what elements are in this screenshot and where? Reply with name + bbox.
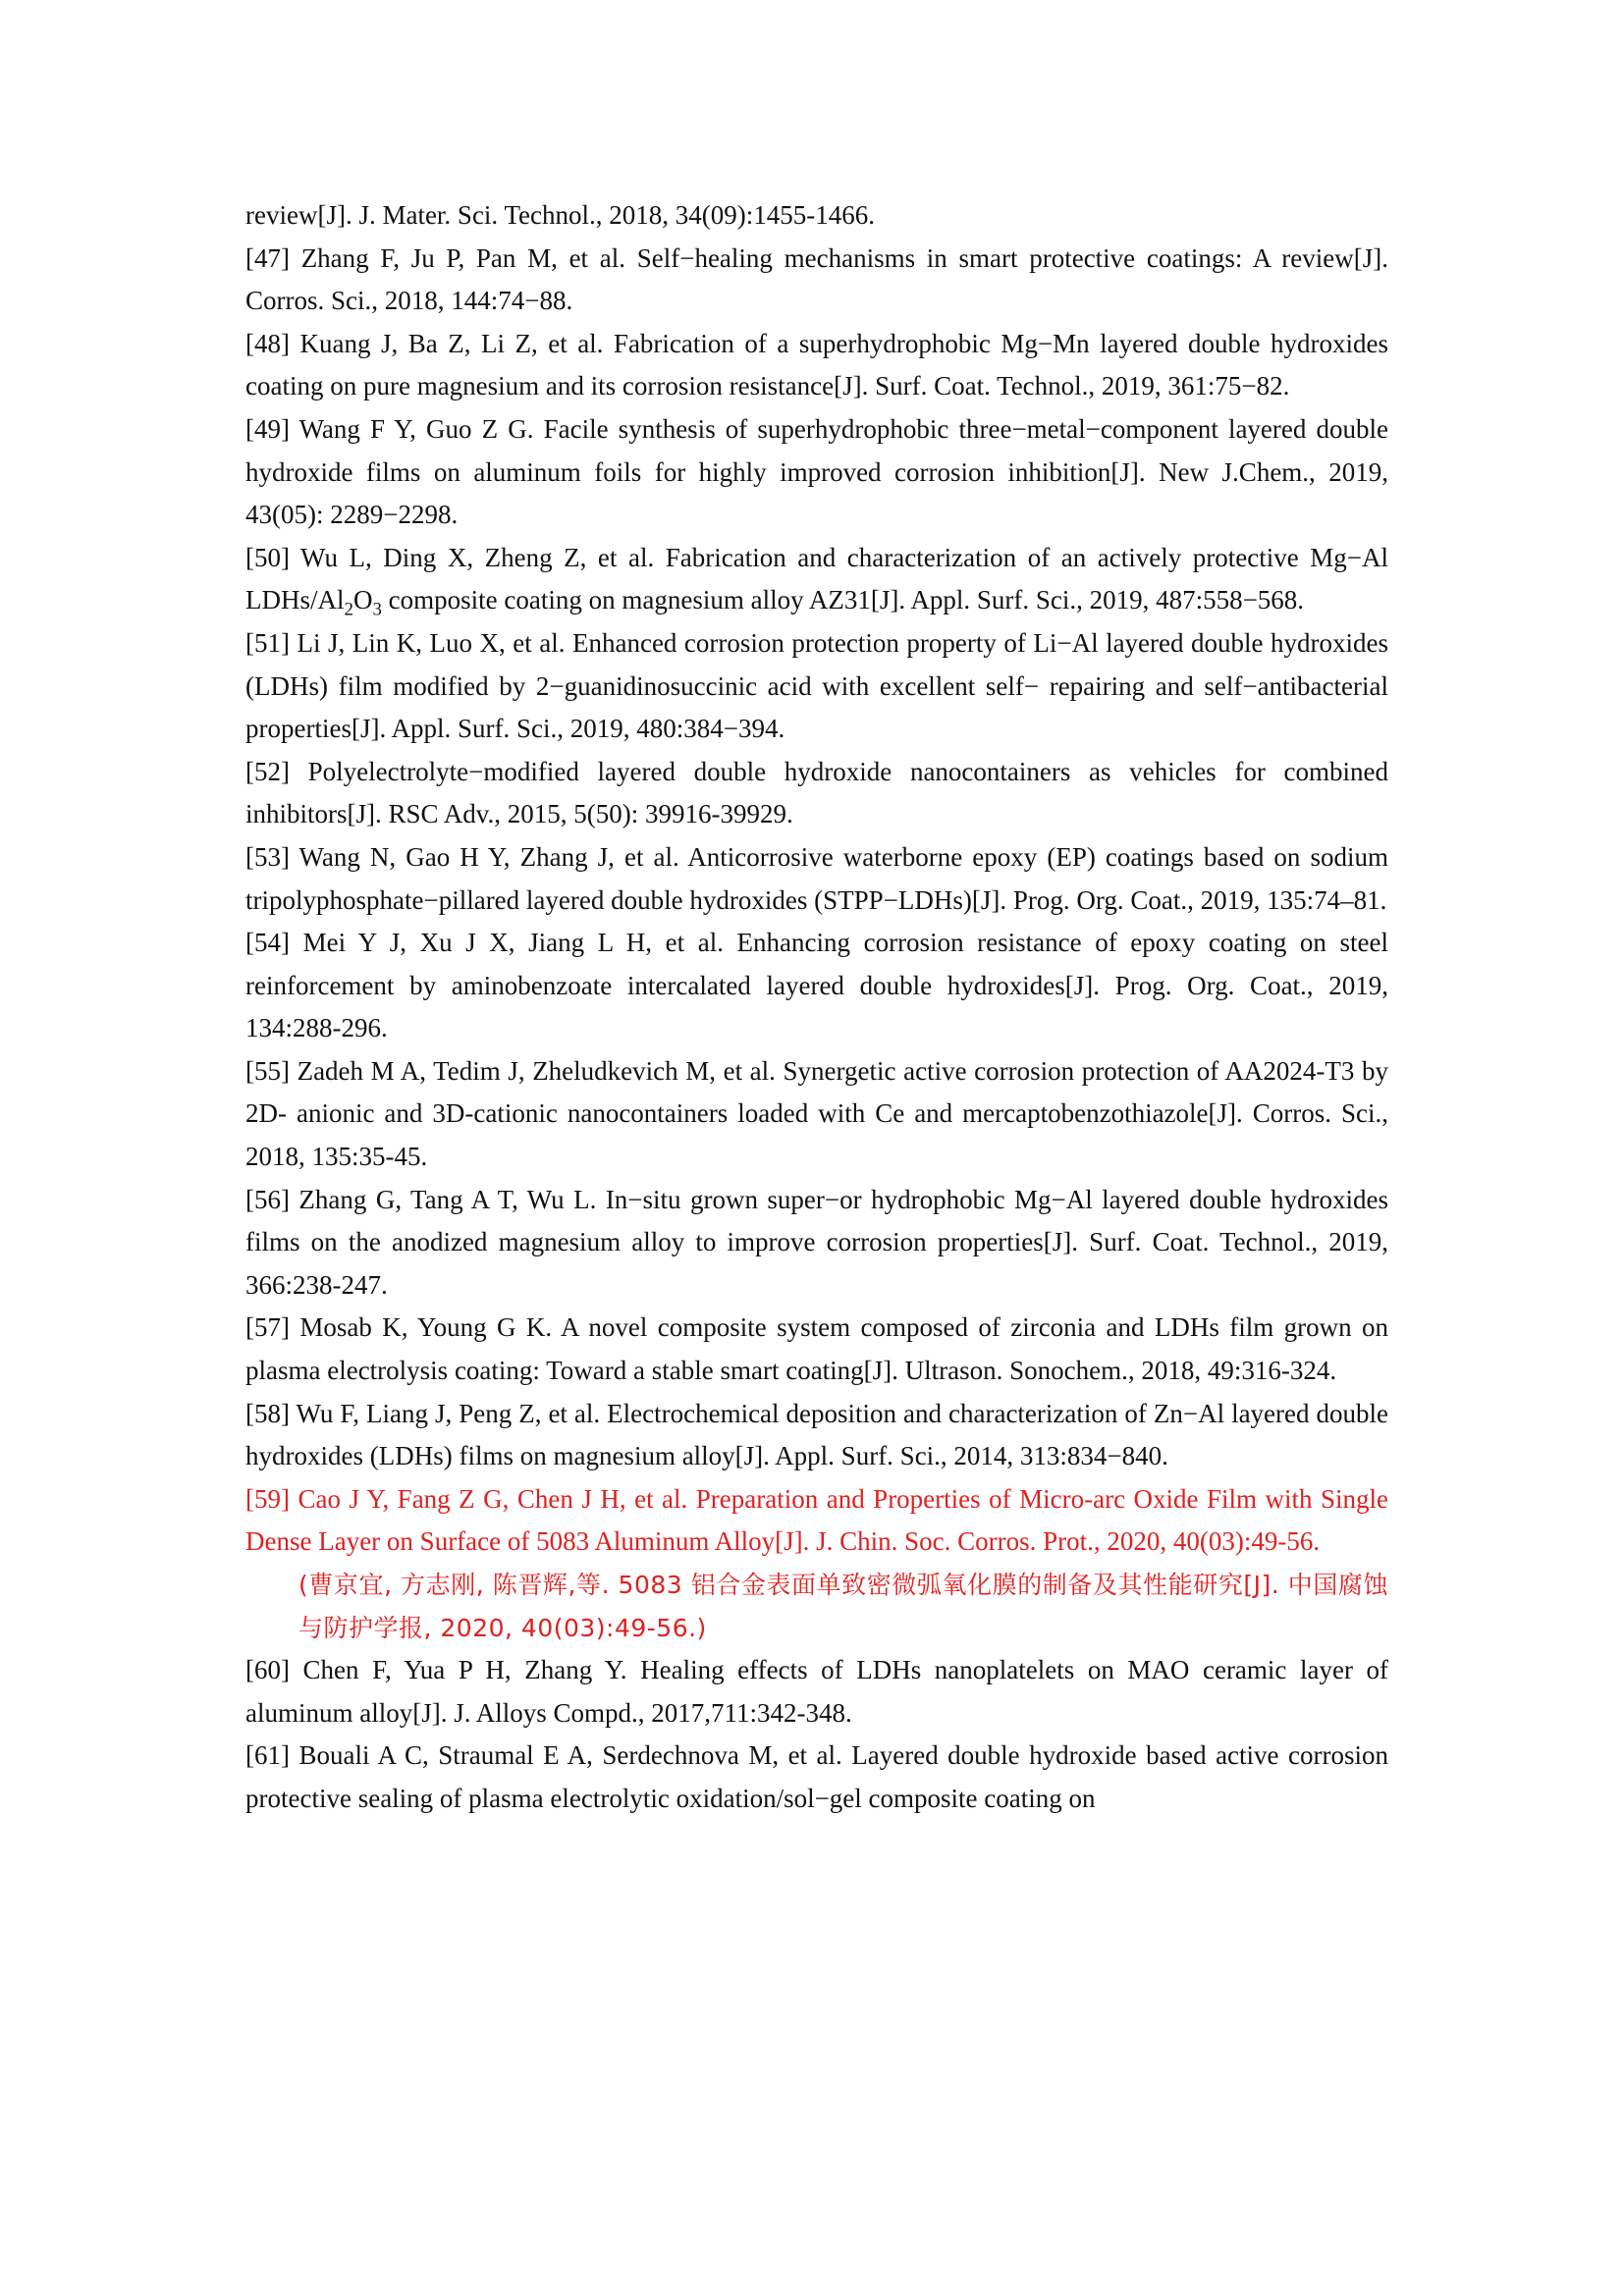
reference-48: [48] Kuang J, Ba Z, Li Z, et al. Fabrication of a superhydrophobic Mg−Mn layered double hydroxides coating on pure magnesium and its corrosion resistance[J]. Surf. Coat. Technol., 2019, 361:75−82. — [245, 328, 1388, 401]
reference-51: [51] Li J, Lin K, Luo X, et al. Enhanced corrosion protection property of Li−Al layered double hydroxides (LDHs) film modified by 2−guanidinosuccinic acid with excellent self− repairing and self−antibacterial properties[J]. Appl. Surf. Sci., 2019, 480:384−394. — [245, 627, 1388, 744]
reference-59-chinese-translation: (曹京宜, 方志刚, 陈晋辉,等. 5083 铝合金表面单致密微弧氧化膜的制备及其性能研究[J]. 中国腐蚀与防护学报, 2020, 40(03):49-56.) — [298, 1571, 1388, 1642]
reference-54: [54] Mei Y J, Xu J X, Jiang L H, et al. Enhancing corrosion resistance of epoxy coating on steel reinforcement by aminobenzoate intercalated layered double hydroxides[J]. Prog. Org. Coat., 2019, 134:288-296. — [245, 928, 1388, 1043]
reference-list — [245, 194, 1388, 1821]
reference-46-tail: review[J]. J. Mater. Sci. Technol., 2018, 34(09):1455-1466. — [245, 200, 875, 230]
reference-50-sub2: 3 — [372, 599, 382, 620]
reference-53: [53] Wang N, Gao H Y, Zhang J, et al. Anticorrosive waterborne epoxy (EP) coatings based on sodium tripolyphosphate−pillared layered double hydroxides (STPP−LDHs)[J]. Prog. Org. Coat., 2019, 135:74–81. — [245, 841, 1388, 915]
reference-50-part2: O — [352, 585, 373, 615]
reference-57: [57] Mosab K, Young G K. A novel composite system composed of zirconia and LDHs film grown on plasma electrolysis coating: Toward a stable smart coating[J]. Ultrason. Sonochem., 2018, 49:316-324. — [245, 1312, 1388, 1386]
reference-50-part3: composite coating on magnesium alloy AZ31[J]. Appl. Surf. Sci., 2019, 487:558−568. — [381, 585, 1305, 615]
reference-59-highlighted: [59] Cao J Y, Fang Z G, Chen J H, et al. Preparation and Properties of Micro-arc Oxide Film with Single Dense Layer on Surface of 5083 Aluminum Alloy[J]. J. Chin. Soc. Corros. Prot., 2020, 40(03):49-56. — [245, 1483, 1388, 1557]
reference-50 — [245, 537, 1388, 622]
reference-61: [61] Bouali A C, Straumal E A, Serdechnova M, et al. Layered double hydroxide based active corrosion protective sealing of plasma electrolytic oxidation/sol−gel composite coating on — [245, 1740, 1388, 1813]
reference-52: [52] Polyelectrolyte−modified layered double hydroxide nanocontainers as vehicles for combined inhibitors[J]. RSC Adv., 2015, 5(50): 39916-39929. — [245, 756, 1388, 829]
reference-49: [49] Wang F Y, Guo Z G. Facile synthesis of superhydrophobic three−metal−component layered double hydroxide films on aluminum foils for highly improved corrosion inhibition[J]. New J.Chem., 2019, 43(05): 2289−2298. — [245, 413, 1388, 530]
reference-55: [55] Zadeh M A, Tedim J, Zheludkevich M, et al. Synergetic active corrosion protection of AA2024-T3 by 2D- anionic and 3D-cationic nanocontainers loaded with Ce and mercaptobenzothiazole[J]. Corros. Sci., 2018, 135:35-45. — [245, 1055, 1388, 1172]
reference-60: [60] Chen F, Yua P H, Zhang Y. Healing effects of LDHs nanoplatelets on MAO ceramic layer of aluminum alloy[J]. J. Alloys Compd., 2017,711:342-348. — [245, 1655, 1388, 1728]
reference-56: [56] Zhang G, Tang A T, Wu L. In−situ grown super−or hydrophobic Mg−Al layered double hydroxides films on the anodized magnesium alloy to improve corrosion properties[J]. Surf. Coat. Technol., 2019, 366:238-247. — [245, 1184, 1388, 1300]
reference-50-part1: [50] Wu L, Ding X, Zheng Z, et al. Fabrication and characterization of an actively protective Mg−Al LDHs/Al — [245, 542, 1388, 615]
reference-58: [58] Wu F, Liang J, Peng Z, et al. Electrochemical deposition and characterization of Zn−Al layered double hydroxides (LDHs) films on magnesium alloy[J]. Appl. Surf. Sci., 2014, 313:834−840. — [245, 1398, 1388, 1471]
reference-50-sub1: 2 — [344, 599, 353, 620]
reference-47: [47] Zhang F, Ju P, Pan M, et al. Self−healing mechanisms in smart protective coatings: A review[J]. Corros. Sci., 2018, 144:74−88. — [245, 242, 1388, 316]
